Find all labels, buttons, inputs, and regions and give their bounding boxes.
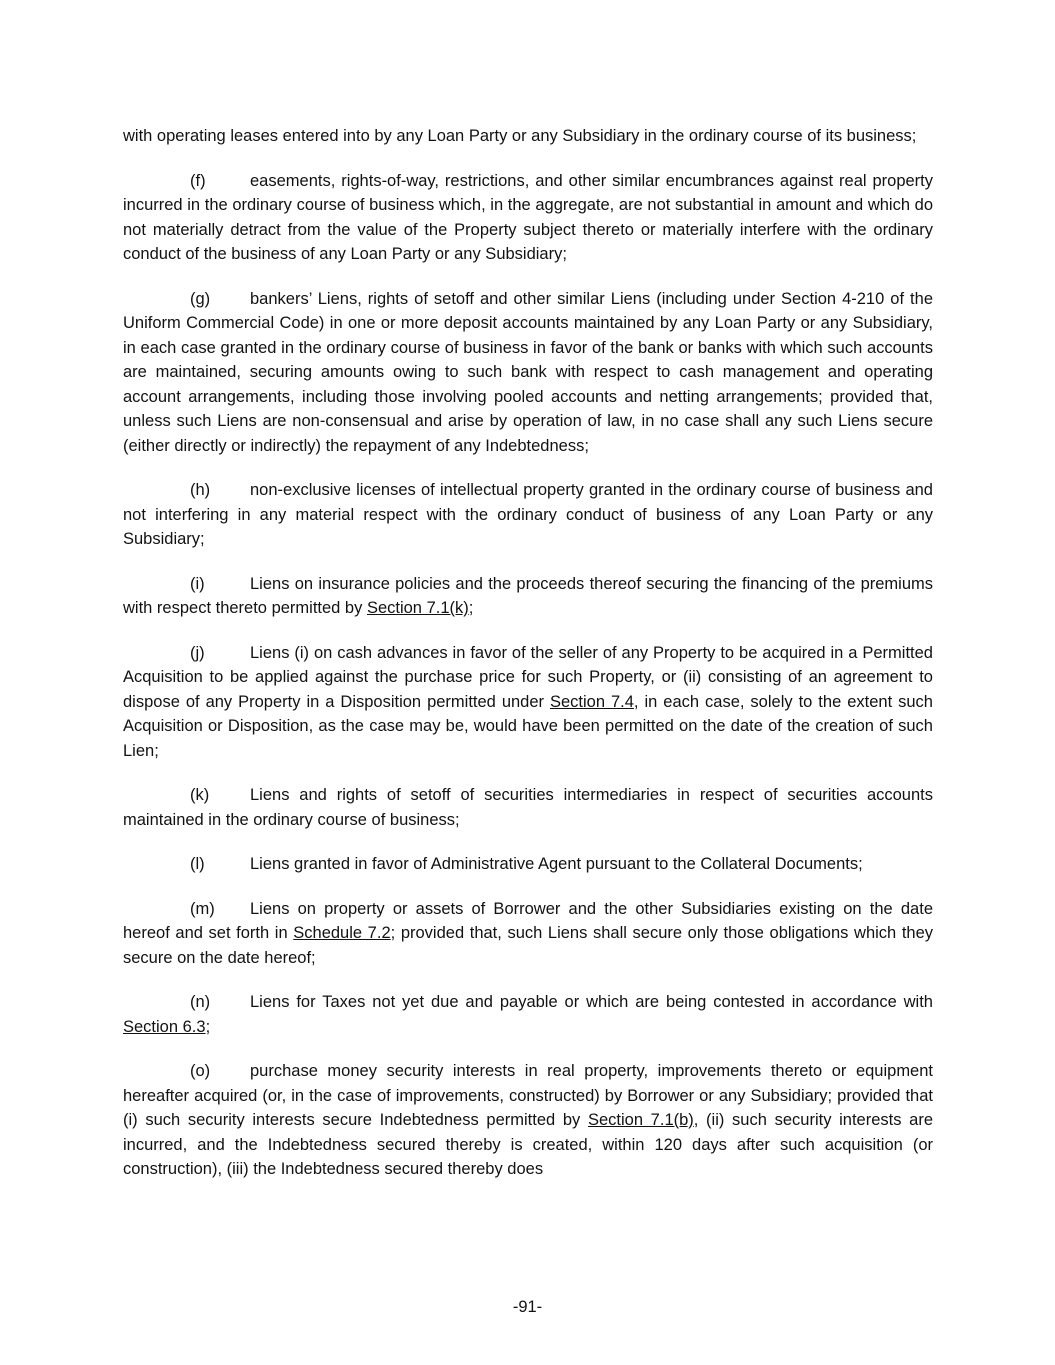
text-run: Liens granted in favor of Administrative Agent pursuant to the Collateral Documents; (250, 855, 863, 873)
paragraph-label: (o) (190, 1062, 211, 1080)
paragraph-label: (g) (190, 289, 211, 308)
paragraph-label: (j) (190, 643, 205, 662)
section-reference: Section 7.4 (549, 692, 634, 711)
text-run: purchase money security interests in real property, improvements thereto or equipment hereafter acquired (or, in the case of improvements, constructed) by Borrower or any Subsidiary; provided that (i) such security interests secure Indebtedness permitted by (123, 1062, 933, 1129)
text-run: Liens (i) on cash advances in favor of the seller of any Property to be acquired in a Permitted Acquisition to be applied against the purchase price for such Property, or (ii) consisting of an agreement to dispose of any Property in a Disposition permitted under (123, 643, 933, 711)
paragraph-label: (f) (190, 171, 206, 190)
paragraph (123, 897, 933, 971)
paragraph (123, 852, 933, 877)
text-run: bankers’ Liens, rights of setoff and other similar Liens (including under Section 4-210 of the Uniform Commercial Code) in one or more deposit accounts maintained by any Loan Party or any Subsidiary, in each case granted in the ordinary course of business in favor of the bank or banks with which such accounts are maintained, securing amounts owing to such bank with respect to cash management and operating account arrangements, including those involving pooled accounts and netting arrangements; provided that, unless such Liens are non-consensual and arise by operation of law, in no case shall any such Liens secure (either directly or indirectly) the repayment of any Indebtedness; (123, 289, 933, 455)
text-run: non-exclusive licenses of intellectual property granted in the ordinary course of business and not interfering in any material respect with the ordinary conduct of business of any Loan Party or any Subsidiary; (123, 481, 933, 548)
paragraph (123, 572, 933, 621)
paragraph-label: (l) (190, 855, 205, 873)
paragraph-label: (n) (190, 993, 211, 1011)
section-reference: Section 6.3 (123, 1017, 206, 1036)
paragraph (123, 124, 933, 149)
paragraph (123, 478, 933, 552)
text-run: ; (205, 1017, 211, 1036)
paragraph (123, 783, 933, 832)
text-run: ; provided that, such Liens shall secure only those obligations which they secure on the date hereof; (123, 924, 934, 967)
paragraph-label: (k) (190, 786, 210, 804)
text-run: , (ii) such security interests are incurred, and the Indebtedness secured thereby is created, within 120 days after such acquisition (or construction), (iii) the Indebtedness secured thereby does (123, 1111, 934, 1178)
text-run: ; (468, 599, 474, 617)
text-run: Liens on insurance policies and the proceeds thereof securing the financing of the premiums with respect thereto permitted by (123, 574, 933, 617)
paragraph (123, 169, 933, 267)
paragraph (123, 287, 933, 459)
text-run: Liens for Taxes not yet due and payable or which are being contested in accordance with (250, 993, 933, 1011)
page-number: -91- (512, 1298, 543, 1316)
paragraph (123, 990, 933, 1039)
paragraph-label: (m) (190, 899, 215, 918)
text-run: easements, rights-of-way, restrictions, and other similar encumbrances against real property incurred in the ordinary course of business which, in the aggregate, are not substantial in amount and which do not materially detract from the value of the Property subject thereto or materially interfere with the ordinary conduct of the business of any Loan Party or any Subsidiary; (123, 171, 933, 263)
text-run: with operating leases entered into by any Loan Party or any Subsidiary in the ordinary course of its business; (123, 127, 917, 145)
text-run: Liens on property or assets of Borrower and the other Subsidiaries existing on the date hereof and set forth in (123, 899, 933, 942)
text-run: , in each case, solely to the extent such Acquisition or Disposition, as the case may be, would have been permitted on the date of the creation of such Lien; (123, 692, 933, 760)
paragraph-label: (i) (190, 574, 205, 593)
section-reference: Section 7.1(k) (366, 599, 469, 617)
text-run: Liens and rights of setoff of securities intermediaries in respect of securities accounts maintained in the ordinary course of business; (123, 786, 933, 829)
paragraph (123, 1059, 933, 1182)
document-body (123, 124, 933, 1182)
paragraph-label: (h) (190, 481, 211, 499)
section-reference: Schedule 7.2 (293, 924, 391, 942)
paragraph (123, 641, 933, 764)
section-reference: Section 7.1(b) (587, 1111, 694, 1129)
